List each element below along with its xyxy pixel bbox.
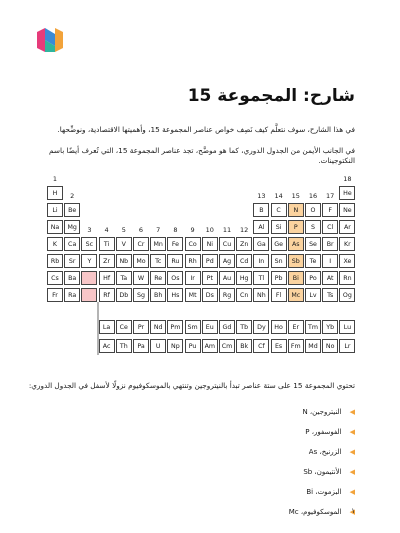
element-cm: Cm: [219, 339, 235, 353]
element-dy: Dy: [253, 320, 269, 334]
element-re: Re: [150, 271, 166, 285]
element-au: Au: [219, 271, 235, 285]
group-number-5: 5: [121, 226, 126, 234]
element-bh: Bh: [150, 288, 166, 302]
element-mc: Mc: [288, 288, 304, 302]
element-ar: Ar: [339, 220, 355, 234]
group-number-4: 4: [104, 226, 109, 234]
element-ag: Ag: [219, 254, 235, 268]
element-fr: Fr: [47, 288, 63, 302]
element-h: H: [47, 186, 63, 200]
element-i: I: [322, 254, 338, 268]
element-hs: Hs: [167, 288, 183, 302]
element-c: C: [271, 203, 287, 217]
element-al: Al: [253, 220, 269, 234]
element-ts: Ts: [322, 288, 338, 302]
element-db: Db: [116, 288, 132, 302]
group-number-6: 6: [138, 226, 144, 234]
element-tl: Tl: [253, 271, 269, 285]
element-tb: Tb: [236, 320, 252, 334]
element-br: Br: [322, 237, 338, 251]
element-te: Te: [305, 254, 321, 268]
group-number-9: 9: [190, 226, 195, 234]
group-number-14: 14: [274, 192, 283, 200]
element-p: P: [288, 220, 304, 234]
element-er: Er: [288, 320, 304, 334]
element-ir: Ir: [185, 271, 201, 285]
element-at: At: [322, 271, 338, 285]
element-fe: Fe: [167, 237, 183, 251]
list-item-nitrogen: ◀ النيتروجين، N: [289, 405, 355, 425]
element-zn: Zn: [236, 237, 252, 251]
group-number-3: 3: [87, 226, 92, 234]
element-ds: Ds: [202, 288, 218, 302]
element-ho: Ho: [271, 320, 287, 334]
element-rb: Rb: [47, 254, 63, 268]
element-mg: Mg: [64, 220, 80, 234]
group-number-15: 15: [291, 192, 300, 200]
element-ne: Ne: [339, 203, 355, 217]
element-na: Na: [47, 220, 63, 234]
element-cr: Cr: [133, 237, 149, 251]
group-number-16: 16: [308, 192, 318, 200]
element-hg: Hg: [236, 271, 252, 285]
group-number-13: 13: [257, 192, 266, 200]
element-co: Co: [185, 237, 201, 251]
element-bk: Bk: [236, 339, 252, 353]
element-k: K: [47, 237, 63, 251]
element-md: Md: [305, 339, 321, 353]
element-cl: Cl: [322, 220, 338, 234]
element-sn: Sn: [271, 254, 287, 268]
list-item-phosphorus: ◀ الفوسفور، P: [289, 425, 355, 445]
group-number-11: 11: [222, 226, 232, 234]
element-np: Np: [167, 339, 183, 353]
element-lu: Lu: [339, 320, 355, 334]
element-f: F: [322, 203, 338, 217]
group-number-17: 17: [326, 192, 335, 200]
element-pd: Pd: [202, 254, 218, 268]
element-ru: Ru: [167, 254, 183, 268]
list-item-arsenic: ◀ الزرنيخ، As: [289, 445, 355, 465]
element-cd: Cd: [236, 254, 252, 268]
group15-element-list: [289, 405, 355, 525]
element-ba: Ba: [64, 271, 80, 285]
element-pb: Pb: [271, 271, 287, 285]
element-xe: Xe: [339, 254, 355, 268]
element-la: La: [99, 320, 115, 334]
group-number-1: 1: [52, 175, 58, 183]
list-intro: تحتوي المجموعة 15 على ستة عناصر تبدأ بالنيتروجين وتنتهي بالموسكوفيوم نزولًا لأسفل في الجدول الدوري:: [28, 381, 355, 390]
element-y: Y: [81, 254, 97, 268]
element-po: Po: [305, 271, 321, 285]
element-in: In: [253, 254, 269, 268]
list-item-bismuth: ◀ البزموت، Bi: [289, 485, 355, 505]
group-number-12: 12: [240, 226, 249, 234]
element-hf: Hf: [99, 271, 115, 285]
element-w: W: [133, 271, 149, 285]
list-item-antimony: ◀ الأنتيمون، Sb: [289, 465, 355, 485]
element-o: O: [305, 203, 321, 217]
element-gd: Gd: [219, 320, 235, 334]
element-pr: Pr: [133, 320, 149, 334]
element-si: Si: [271, 220, 287, 234]
element-ra: Ra: [64, 288, 80, 302]
element-se: Se: [305, 237, 321, 251]
element-pm: Pm: [167, 320, 183, 334]
element-nh: Nh: [253, 288, 269, 302]
element-mt: Mt: [185, 288, 201, 302]
element-he: He: [339, 186, 355, 200]
element-ta: Ta: [116, 271, 132, 285]
element-cs: Cs: [47, 271, 63, 285]
element-lr: Lr: [339, 339, 355, 353]
element-sm: Sm: [185, 320, 201, 334]
element-ni: Ni: [202, 237, 218, 251]
intro-paragraph-1: في هذا الشارح، سوف نتعلَّم كيف نَصِف خواص عناصر المجموعة 15، وأهميتها الاقتصادية، ونوضِّحها.: [57, 125, 355, 135]
element-cu: Cu: [219, 237, 235, 251]
group-number-18: 18: [343, 175, 352, 183]
element-sb: Sb: [288, 254, 304, 268]
element-sg: Sg: [133, 288, 149, 302]
element-as: As: [288, 237, 304, 251]
element-gap-6: [81, 288, 97, 302]
element-yb: Yb: [322, 320, 338, 334]
element-ga: Ga: [253, 237, 269, 251]
element-no: No: [322, 339, 338, 353]
element-nd: Nd: [150, 320, 166, 334]
page-number: ١: [351, 507, 355, 515]
group-number-8: 8: [173, 226, 178, 234]
element-mn: Mn: [150, 237, 166, 251]
element-og: Og: [339, 288, 355, 302]
group-number-10: 10: [205, 226, 214, 234]
element-u: U: [150, 339, 166, 353]
element-fm: Fm: [288, 339, 304, 353]
element-kr: Kr: [339, 237, 355, 251]
element-tm: Tm: [305, 320, 321, 334]
element-rf: Rf: [99, 288, 115, 302]
element-pu: Pu: [185, 339, 201, 353]
element-fl: Fl: [271, 288, 287, 302]
element-b: B: [253, 203, 269, 217]
element-mo: Mo: [133, 254, 149, 268]
element-rn: Rn: [339, 271, 355, 285]
element-ti: Ti: [99, 237, 115, 251]
element-cf: Cf: [253, 339, 269, 353]
element-li: Li: [47, 203, 63, 217]
element-sr: Sr: [64, 254, 80, 268]
element-am: Am: [202, 339, 218, 353]
element-s: S: [305, 220, 321, 234]
element-rh: Rh: [185, 254, 201, 268]
element-ce: Ce: [116, 320, 132, 334]
element-ge: Ge: [271, 237, 287, 251]
element-zr: Zr: [99, 254, 115, 268]
element-th: Th: [116, 339, 132, 353]
element-be: Be: [64, 203, 80, 217]
element-v: V: [116, 237, 132, 251]
intro-paragraph-2: في الجانب الأيمن من الجدول الدوري، كما هو موضَّح، تجد عناصر المجموعة 15، التي تُعرف أيضًا باسم النكتوجينات.: [49, 146, 355, 166]
group-number-2: 2: [70, 192, 75, 200]
element-pt: Pt: [202, 271, 218, 285]
element-sc: Sc: [81, 237, 97, 251]
element-pa: Pa: [133, 339, 149, 353]
element-nb: Nb: [116, 254, 132, 268]
element-ca: Ca: [64, 237, 80, 251]
element-gap-5: [81, 271, 97, 285]
element-ac: Ac: [99, 339, 115, 353]
element-tc: Tc: [150, 254, 166, 268]
element-lv: Lv: [305, 288, 321, 302]
group-number-7: 7: [156, 226, 161, 234]
element-cn: Cn: [236, 288, 252, 302]
element-n: N: [288, 203, 304, 217]
list-item-moscovium: ◀ الموسكوفيوم، Mc: [289, 505, 355, 525]
element-rg: Rg: [219, 288, 235, 302]
element-os: Os: [167, 271, 183, 285]
page-title: شارح: المجموعة 15: [187, 86, 355, 106]
element-eu: Eu: [202, 320, 218, 334]
element-es: Es: [271, 339, 287, 353]
element-bi: Bi: [288, 271, 304, 285]
